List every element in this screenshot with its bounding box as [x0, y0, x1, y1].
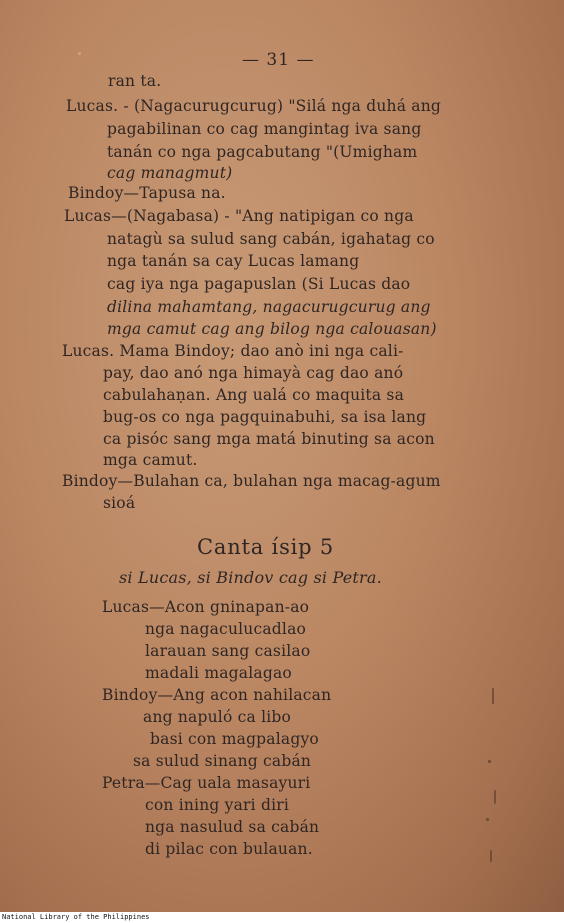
text-line: ran ta.	[108, 72, 162, 90]
song-line: madali magalagao	[145, 664, 292, 682]
paper-mark	[492, 688, 494, 704]
text-line: Lucas. Mama Bindoy; dao anò ini nga cali-	[62, 342, 404, 360]
text-line: mga camut cag ang bilog nga calouasan)	[107, 320, 437, 338]
paper-mark	[78, 52, 81, 55]
text-line: Bindoy—Bulahan ca, bulahan nga macag-agum	[62, 472, 441, 490]
text-line: sioá	[103, 494, 136, 512]
text-line: pagabilinan co cag mangintag iva sang	[107, 120, 422, 138]
song-line: Petra—Cag uala masayuri	[102, 774, 311, 792]
text-line: Lucas. - (Nagacurugcurug) "Silá nga duhá ang	[66, 97, 442, 115]
song-line: di pilac con bulauan.	[145, 840, 313, 858]
text-line: pay, dao anó nga himayà cag dao anó	[103, 364, 404, 382]
text-line: Bindoy—Tapusa na.	[68, 184, 226, 202]
text-line: dilina mahamtang, nagacurugcurug ang	[107, 298, 431, 316]
text-line: cabulahaṇan. Ang ualá co maquita sa	[103, 386, 405, 404]
paper-mark	[486, 818, 489, 821]
section-subtitle: si Lucas, si Bindov cag si Petra.	[119, 568, 382, 587]
text-line: cag managmut)	[107, 164, 233, 182]
text-line: cag iya nga pagapuslan (Si Lucas dao	[107, 275, 411, 293]
paper-mark	[488, 760, 491, 763]
song-line: con ining yari diri	[145, 796, 289, 814]
text-line: tanán co nga pagcabutang "(Umigham	[107, 143, 418, 161]
paper-mark	[494, 790, 496, 804]
text-line: Lucas—(Nagabasa) - "Ang natipigan co nga	[64, 207, 414, 225]
song-line: ang napuló ca libo	[143, 708, 292, 726]
text-line: ca pisóc sang mga matá binuting sa acon	[103, 430, 435, 448]
song-line: Bindoy—Ang acon nahilacan	[102, 686, 332, 704]
text-line: nga tanán sa cay Lucas lamang	[107, 252, 360, 270]
text-line: bug-os co nga pagquinabuhi, sa isa lang	[103, 408, 427, 426]
song-line: nga nasulud sa cabán	[145, 818, 320, 836]
text-line: mga camut.	[103, 451, 198, 469]
page-number: — 31 —	[242, 50, 315, 70]
song-line: basi con magpalagyo	[150, 730, 319, 748]
text-line: natagù sa sulud sang cabán, igahatag co	[107, 230, 435, 248]
footer-credit: National Library of the Philippines	[0, 912, 564, 923]
song-line: nga nagaculucadlao	[145, 620, 307, 638]
paper-mark	[490, 850, 492, 862]
song-line: larauan sang casilao	[145, 642, 311, 660]
song-line: Lucas—Acon gninapan-ao	[102, 598, 310, 616]
song-line: sa sulud sinang cabán	[133, 752, 312, 770]
section-title: Canta ísip 5	[197, 535, 335, 559]
